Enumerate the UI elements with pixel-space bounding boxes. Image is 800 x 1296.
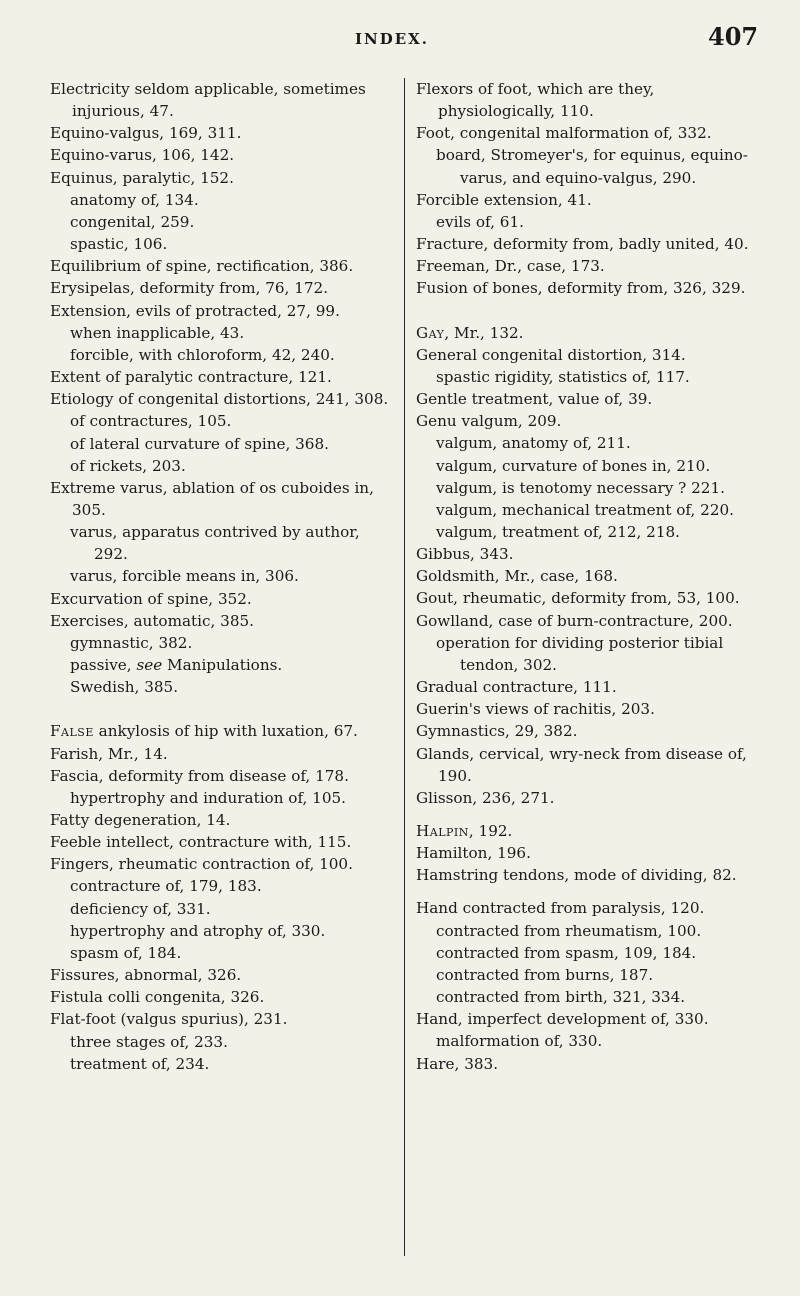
entry-text: forcible, with chloroform, 42, 240. (70, 345, 335, 364)
entry-text: Glands, cervical, wry-neck from disease of, 190. (416, 744, 747, 785)
index-entry (50, 831, 398, 853)
entry-text: Fracture, deformity from, badly united, 40. (416, 235, 749, 254)
entry-text: passive, (70, 656, 137, 675)
entry-text: board, Stromeyer's, for equinus, equino-varus, and equino-valgus, 290. (436, 146, 748, 187)
index-subentry (50, 344, 398, 366)
index-subentry (416, 144, 761, 188)
entry-text: Gymnastics, 29, 382. (416, 722, 578, 741)
entry-text: deficiency of, 331. (70, 899, 211, 918)
entry-text: contracture of, 179, 183. (70, 877, 262, 896)
entry-text: varus, forcible means in, 306. (70, 567, 299, 586)
entry-text: Gentle treatment, value of, 39. (416, 390, 653, 409)
index-subentry (50, 787, 398, 809)
entry-text: spastic, 106. (70, 235, 168, 254)
entry-text: Hamilton, 196. (416, 844, 531, 863)
index-entry (50, 366, 398, 388)
entry-text: contracted from birth, 321, 334. (436, 988, 686, 1007)
index-subentry (50, 189, 398, 211)
index-entry (50, 122, 398, 144)
index-entry (416, 743, 761, 787)
entry-lead-word: Halpin (416, 822, 469, 840)
entry-text: Electricity seldom applicable, sometimes injurious, 47. (50, 80, 366, 121)
entry-text: Gout, rheumatic, deformity from, 53, 100. (416, 589, 740, 608)
entry-text: Extent of paralytic contracture, 121. (50, 368, 332, 387)
entry-text: ankylosis of hip with luxation, 67. (93, 722, 358, 741)
index-entry (416, 587, 761, 609)
page-header (0, 22, 800, 62)
index-entry (50, 610, 398, 632)
index-entry (50, 477, 398, 521)
index-entry (416, 78, 761, 122)
entry-text: Fingers, rheumatic contraction of, 100. (50, 855, 353, 874)
entry-text: , Mr., 132. (444, 323, 524, 342)
entry-text: Gibbus, 343. (416, 545, 514, 564)
index-subentry (50, 565, 398, 587)
entry-see-reference: see (136, 656, 163, 675)
entry-text: of lateral curvature of spine, 368. (70, 434, 329, 453)
entry-lead-word: Gay (416, 323, 445, 342)
entry-text: valgum, curvature of bones in, 210. (436, 456, 711, 475)
index-subentry (416, 455, 761, 477)
running-title: INDEX. (355, 30, 430, 48)
index-entry (416, 787, 761, 809)
index-entry (416, 255, 761, 277)
index-entry (416, 610, 761, 632)
page-number: 407 (708, 22, 759, 51)
entry-text: Flexors of foot, which are they, physiologically, 110. (416, 80, 655, 121)
entry-text: varus, apparatus contrived by author, 292. (70, 523, 360, 564)
index-entry (50, 167, 398, 189)
index-subentry (416, 986, 761, 1008)
entry-text: Equino-valgus, 169, 311. (50, 124, 242, 143)
index-entry (50, 300, 398, 322)
entry-text: valgum, treatment of, 212, 218. (436, 522, 681, 541)
index-entry (50, 144, 398, 166)
entry-text: Gradual contracture, 111. (416, 678, 617, 697)
index-subentry (50, 632, 398, 654)
index-subentry (50, 875, 398, 897)
index-entry (416, 344, 761, 366)
index-subentry (50, 1053, 398, 1075)
index-column-right (416, 78, 761, 1075)
index-subentry (416, 366, 761, 388)
index-entry (416, 388, 761, 410)
index-subentry (50, 676, 398, 698)
index-entry (50, 1008, 398, 1030)
entry-text: Flat-foot (valgus spurius), 231. (50, 1010, 288, 1029)
index-entry (416, 122, 761, 144)
entry-text: Equino-varus, 106, 142. (50, 146, 235, 165)
index-entry (416, 543, 761, 565)
entry-text: Fatty degeneration, 14. (50, 811, 231, 829)
index-entry (416, 277, 761, 299)
index-entry (416, 842, 761, 864)
entry-text: Goldsmith, Mr., case, 168. (416, 567, 618, 586)
entry-text: Equilibrium of spine, rectification, 386. (50, 257, 354, 276)
index-entry (416, 720, 761, 742)
index-entry (416, 565, 761, 587)
index-subentry (50, 455, 398, 477)
entry-text: hypertrophy and induration of, 105. (70, 788, 346, 807)
index-subentry (416, 477, 761, 499)
entry-text: anatomy of, 134. (70, 190, 199, 209)
index-subentry (50, 233, 398, 255)
entry-text: Exercises, automatic, 385. (50, 611, 254, 630)
index-entry (50, 743, 398, 765)
entry-text: , 192. (468, 822, 513, 840)
index-subentry (50, 433, 398, 455)
index-subentry (50, 942, 398, 964)
index-subentry (50, 211, 398, 233)
entry-text: Fistula colli congenita, 326. (50, 988, 265, 1007)
index-subentry (416, 964, 761, 986)
index-subentry (416, 499, 761, 521)
entry-text: spastic rigidity, statistics of, 117. (436, 367, 690, 386)
index-entry (50, 765, 398, 787)
index-subentry (416, 211, 761, 233)
entry-text: operation for dividing posterior tibial tendon, 302. (436, 633, 724, 674)
index-subentry (416, 632, 761, 676)
entry-text: General congenital distortion, 314. (416, 345, 686, 364)
entry-text: valgum, anatomy of, 211. (436, 434, 631, 453)
entry-text: Forcible extension, 41. (416, 190, 592, 209)
entry-text: Farish, Mr., 14. (50, 744, 168, 763)
index-subentry (50, 654, 398, 676)
entry-text: valgum, is tenotomy necessary ? 221. (436, 478, 725, 497)
entry-text: of contractures, 105. (70, 412, 232, 431)
entry-text: evils of, 61. (436, 212, 524, 231)
index-subentry (416, 920, 761, 942)
entry-text: Extreme varus, ablation of os cuboides in, 305. (50, 478, 374, 519)
entry-text: of rickets, 203. (70, 456, 186, 475)
entry-lead-word: False (50, 722, 94, 741)
index-entry (416, 233, 761, 255)
index-entry (50, 964, 398, 986)
entry-text: hypertrophy and atrophy of, 330. (70, 921, 326, 940)
index-entry (50, 720, 398, 742)
index-entry (50, 853, 398, 875)
entry-text: contracted from burns, 187. (436, 965, 654, 984)
entry-text: Fissures, abnormal, 326. (50, 966, 242, 985)
index-entry (416, 322, 761, 344)
entry-text: Fascia, deformity from disease of, 178. (50, 766, 349, 785)
entry-text: valgum, mechanical treatment of, 220. (436, 500, 734, 519)
entry-text: malformation of, 330. (436, 1032, 603, 1051)
index-entry (416, 410, 761, 432)
entry-text: treatment of, 234. (70, 1054, 210, 1073)
entry-text: Guerin's views of rachitis, 203. (416, 700, 655, 719)
entry-text: Etiology of congenital distortions, 241, 308. (50, 390, 389, 409)
index-entry (50, 986, 398, 1008)
index-entry (416, 897, 761, 919)
index-subentry (50, 410, 398, 432)
entry-text: Feeble intellect, contracture with, 115. (50, 833, 352, 852)
index-subentry (416, 432, 761, 454)
entry-text: Gowlland, case of burn-contracture, 200. (416, 611, 733, 630)
index-subentry (416, 1030, 761, 1052)
index-subentry (416, 942, 761, 964)
index-entry (50, 388, 398, 410)
entry-text: Foot, congenital malformation of, 332. (416, 124, 712, 143)
entry-text: Genu valgum, 209. (416, 412, 562, 431)
index-subentry (416, 521, 761, 543)
index-subentry (50, 521, 398, 565)
index-entry (50, 255, 398, 277)
index-entry (416, 676, 761, 698)
entry-text: three stages of, 233. (70, 1032, 228, 1051)
index-entry (416, 864, 761, 886)
index-entry (416, 698, 761, 720)
index-subentry (50, 898, 398, 920)
entry-text: Freeman, Dr., case, 173. (416, 257, 605, 276)
entry-text: Swedish, 385. (70, 678, 179, 697)
entry-text: gymnastic, 382. (70, 633, 193, 652)
entry-text: Erysipelas, deformity from, 76, 172. (50, 279, 329, 298)
entry-text: Hamstring tendons, mode of dividing, 82. (416, 866, 737, 885)
entry-text: congenital, 259. (70, 212, 195, 231)
entry-text: Hand contracted from paralysis, 120. (416, 899, 705, 918)
index-column-left (50, 78, 398, 1075)
entry-text: Hand, imperfect development of, 330. (416, 1010, 709, 1029)
index-entry (50, 78, 398, 122)
entry-text: Manipulations. (162, 656, 283, 675)
index-entry (416, 1008, 761, 1030)
column-divider (404, 78, 405, 1256)
index-entry (50, 277, 398, 299)
index-entry (416, 820, 761, 842)
entry-text: Hare, 383. (416, 1054, 499, 1073)
index-subentry (50, 1031, 398, 1053)
index-subentry (50, 322, 398, 344)
index-entry (416, 1053, 761, 1075)
entry-text: Extension, evils of protracted, 27, 99. (50, 301, 340, 320)
entry-text: contracted from rheumatism, 100. (436, 921, 702, 940)
entry-text: Excurvation of spine, 352. (50, 589, 252, 608)
index-entry (50, 809, 398, 831)
entry-text: contracted from spasm, 109, 184. (436, 943, 697, 962)
entry-text: when inapplicable, 43. (70, 323, 245, 342)
index-subentry (50, 920, 398, 942)
entry-text: Fusion of bones, deformity from, 326, 329. (416, 279, 746, 298)
index-entry (50, 588, 398, 610)
entry-text: Equinus, paralytic, 152. (50, 168, 234, 187)
entry-text: spasm of, 184. (70, 943, 182, 962)
entry-text: Glisson, 236, 271. (416, 788, 555, 807)
index-entry (416, 189, 761, 211)
